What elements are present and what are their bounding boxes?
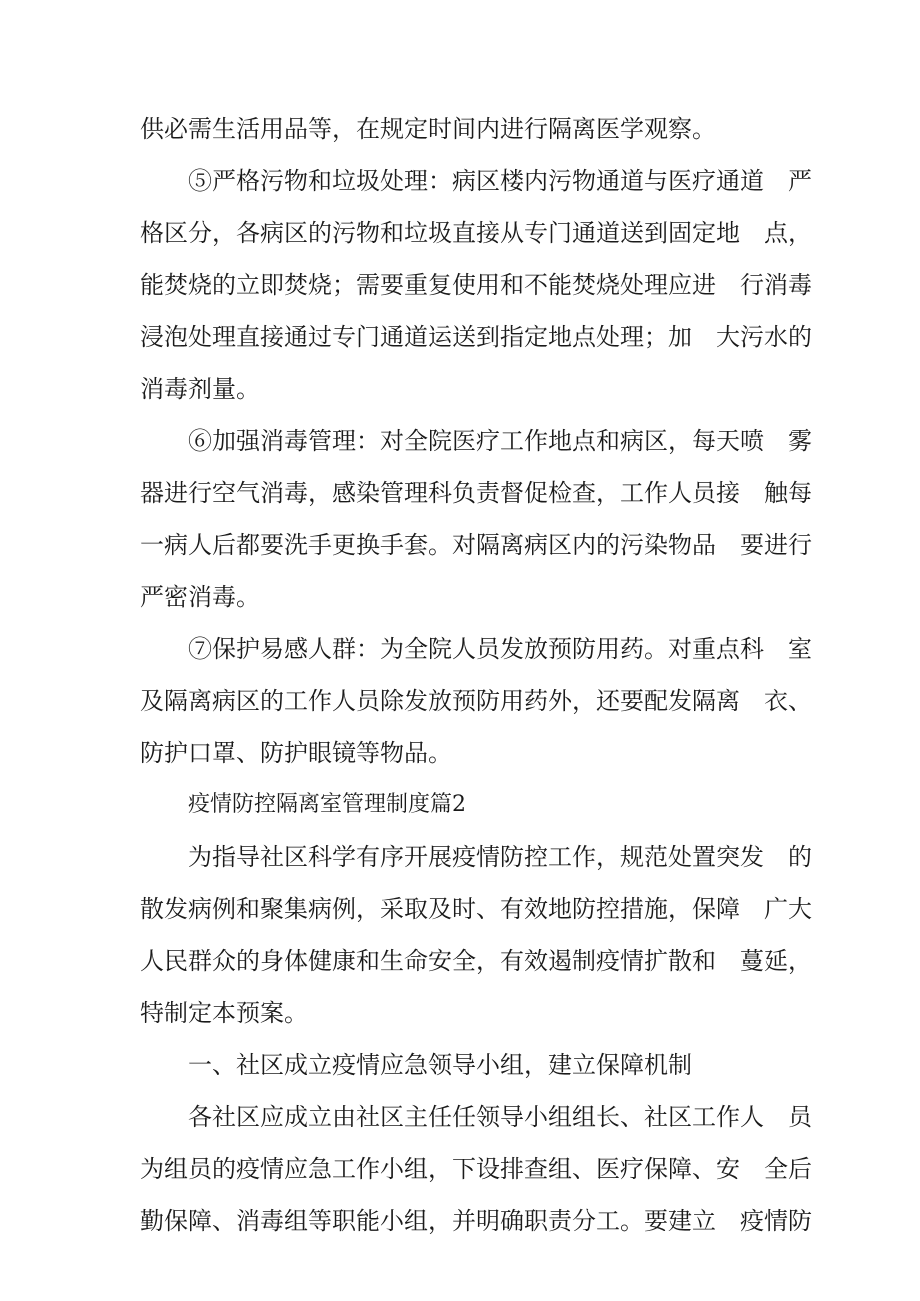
text-line: 格区分，各病区的污物和垃圾直接从专门通道送到固定地 点， [140, 219, 812, 247]
text-line: 勤保障、消毒组等职能小组，并明确职责分工。要建立 疫情防 [140, 1207, 812, 1235]
text-line: ⑤严格污物和垃圾处理：病区楼内污物通道与医疗通道 严 [188, 167, 812, 195]
text-line: 消毒剂量。 [140, 375, 260, 403]
text-line: 及隔离病区的工作人员除发放预防用药外，还要配发隔离 衣、 [140, 687, 812, 715]
text-line: ⑥加强消毒管理：对全院医疗工作地点和病区，每天喷 雾 [188, 427, 812, 455]
text-line: 严密消毒。 [140, 583, 260, 611]
text-line: 人民群众的身体健康和生命安全，有效遏制疫情扩散和 蔓延， [140, 947, 812, 975]
text-line: 为指导社区科学有序开展疫情防控工作，规范处置突发 的 [188, 843, 812, 871]
text-line: 为组员的疫情应急工作小组，下设排查组、医疗保障、安 全后 [140, 1155, 812, 1183]
text-line: 浸泡处理直接通过专门通道运送到指定地点处理；加 大污水的 [140, 323, 812, 351]
section-heading: 疫情防控隔离室管理制度篇2 [188, 792, 466, 817]
text-line: ⑦保护易感人群：为全院人员发放预防用药。对重点科 室 [188, 635, 812, 663]
subsection-heading: 一、社区成立疫情应急领导小组，建立保障机制 [188, 1051, 692, 1079]
text-line: 散发病例和聚集病例，采取及时、有效地防控措施，保障 广大 [140, 895, 812, 923]
text-line: 供必需生活用品等，在规定时间内进行隔离医学观察。 [140, 115, 716, 143]
text-line: 一病人后都要洗手更换手套。对隔离病区内的污染物品 要进行 [140, 531, 812, 559]
text-line: 各社区应成立由社区主任任领导小组组长、社区工作人 员 [188, 1103, 812, 1131]
text-line: 防护口罩、防护眼镜等物品。 [140, 739, 452, 767]
text-line: 能焚烧的立即焚烧；需要重复使用和不能焚烧处理应进 行消毒 [140, 271, 812, 299]
text-line: 特制定本预案。 [140, 999, 308, 1027]
text-line: 器进行空气消毒，感染管理科负责督促检查，工作人员接 触每 [140, 479, 812, 507]
